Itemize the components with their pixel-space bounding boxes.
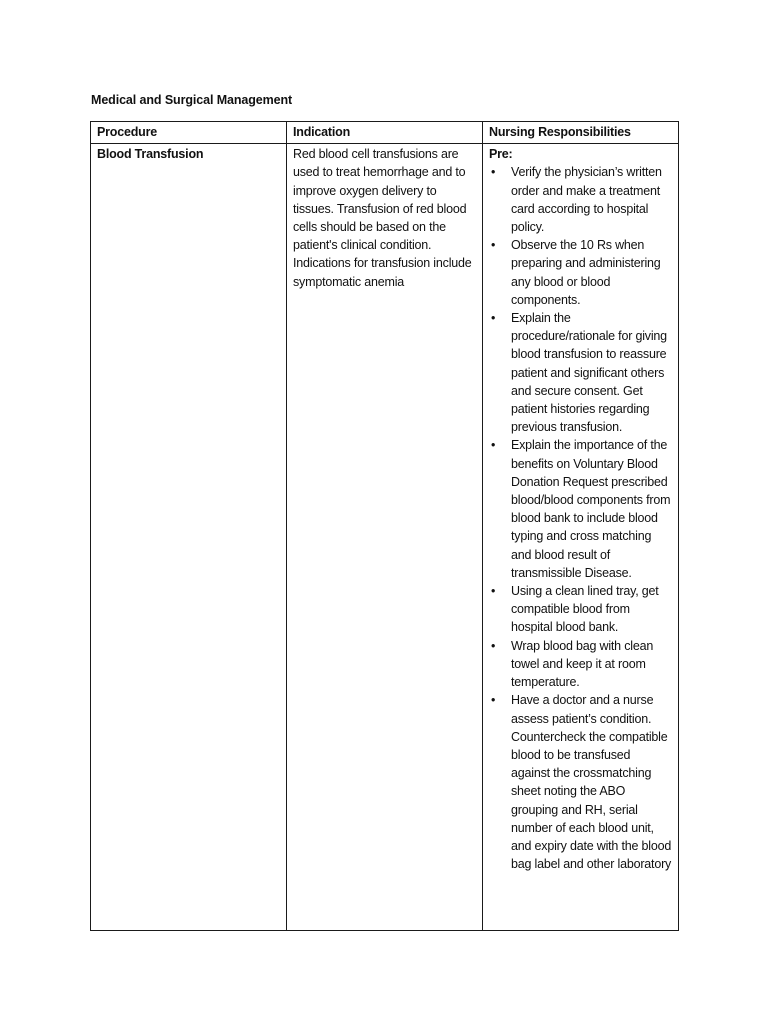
bullet-icon: • — [491, 693, 496, 708]
list-item-text: Wrap blood bag with clean towel and keep it at room temperature. — [511, 638, 654, 690]
responsibilities-list — [489, 163, 672, 873]
header-procedure: Procedure — [91, 122, 287, 144]
indication-text: Red blood cell transfusions are used to treat hemorrhage and to improve oxygen delivery to tissues. Transfusion of red blood cells should be based on the patient's clinical condition. Indications for transfusion include symptomatic anemia — [293, 147, 472, 289]
list-item-text: Explain the importance of the benefits on Voluntary Blood Donation Request prescribed blood/blood components from blood bank to include blood typing and cross matching and blood result of transmissible Disease. — [511, 438, 671, 580]
bullet-icon: • — [491, 438, 496, 453]
procedure-cell — [91, 144, 287, 931]
header-indication: Indication — [287, 122, 483, 144]
document-title: Medical and Surgical Management — [91, 93, 293, 107]
bullet-icon: • — [491, 638, 496, 653]
bullet-icon: • — [491, 584, 496, 599]
indication-cell — [287, 144, 483, 931]
pre-label: Pre: — [489, 147, 513, 162]
list-item — [489, 637, 672, 692]
header-nursing-responsibilities: Nursing Responsibilities — [483, 122, 679, 144]
list-item — [489, 436, 672, 582]
list-item-text: Observe the 10 Rs when preparing and administering any blood or blood components. — [511, 238, 661, 307]
list-item-text: Using a clean lined tray, get compatible blood from hospital blood bank. — [511, 584, 659, 635]
bullet-icon: • — [491, 165, 496, 180]
bullet-icon: • — [491, 238, 496, 253]
table-header-row — [91, 122, 679, 144]
list-item — [489, 309, 672, 436]
bullet-icon: • — [491, 311, 496, 326]
responsibilities-cell — [483, 144, 679, 931]
list-item — [489, 236, 672, 309]
list-item-text: Explain the procedure/rationale for giving blood transfusion to reassure patient and significant others and secure consent. Get patient histories regarding previous transfusion. — [511, 311, 667, 435]
management-table — [90, 121, 679, 931]
list-item — [489, 691, 672, 873]
procedure-name: Blood Transfusion — [97, 147, 204, 162]
list-item-text: Verify the physician’s written order and make a treatment card according to hospital policy. — [511, 165, 662, 235]
table-row — [91, 144, 679, 931]
list-item — [489, 582, 672, 637]
list-item-text: Have a doctor and a nurse assess patient’s condition. Countercheck the compatible blood to be transfused against the crossmatching sheet noting the ABO grouping and RH, serial number of each blood unit, and expiry date with the blood bag label and other laboratory — [511, 693, 672, 872]
list-item — [489, 163, 672, 236]
